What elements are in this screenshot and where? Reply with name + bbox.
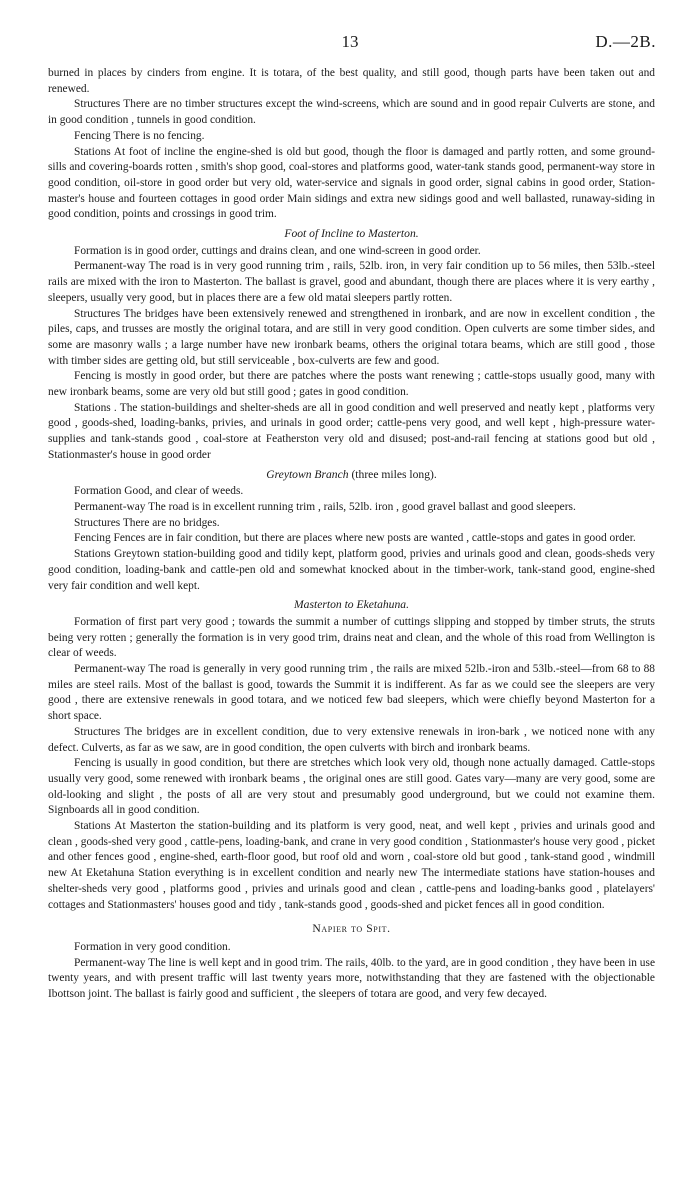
document-reference: D.—2B. bbox=[595, 32, 656, 51]
paragraph: Permanent-way The road is generally in very good running trim , the rails are mixed 52lb.-iron and 53lb.-steel—from 68 to 88 miles are steel rails. Most of the ballast is good, towards the Summit it is indifferent. As far as we could see the sleepers are very good , there are extensive renewals in good totara, and we noticed few bad sleepers, which were chiefly beyond Masterton for a short space. bbox=[48, 663, 655, 723]
section-heading: Napier to Spit. bbox=[312, 922, 391, 936]
section-incline bbox=[48, 66, 655, 223]
paragraph: Permanent-way The line is well kept and in good trim. The rails, 40lb. to the yard, are in good condition , they have been in use twenty years, and with present traffic will last twenty years more, notwithstanding that they are fastened with the objectionable Ibottson joint. The ballast is fairly good and sufficient , the sleepers of totara are good, and very few decayed. bbox=[48, 956, 655, 1001]
paragraph: Structures There are no timber structures except the wind-screens, which are sound and in good repair Culverts are stone, and in good condition , tunnels in good condition. bbox=[48, 98, 655, 127]
paragraph: Fencing Fences are in fair condition, but there are places where new posts are wanted , cattle-stops and gates in good order. bbox=[74, 532, 636, 545]
paragraph: Fencing There is no fencing. bbox=[74, 129, 205, 142]
section-heading-title: Greytown Branch bbox=[266, 467, 349, 481]
paragraph: Structures There are no bridges. bbox=[74, 516, 220, 529]
section-foot-of-incline-to-masterton bbox=[48, 226, 655, 464]
paragraph: Structures The bridges are in excellent condition, due to very extensive renewals in iron-bark , we noticed none with any defect. Culverts, as far as we saw, are in good condition, the open culverts with birch and ironbark beams. bbox=[48, 725, 655, 754]
section-heading bbox=[48, 467, 655, 483]
page-number: 13 bbox=[341, 32, 359, 51]
paragraph: burned in places by cinders from engine. It is totara, of the best quality, and still good, though parts have been taken out and renewed. bbox=[48, 67, 655, 95]
paragraph: Formation Good, and clear of weeds. bbox=[74, 485, 244, 498]
paragraph: Formation in very good condition. bbox=[74, 940, 231, 953]
paragraph: Permanent-way The road is in excellent running trim , rails, 52lb. iron , good gravel ballast and good sleepers. bbox=[74, 500, 576, 513]
section-napier-to-spit bbox=[48, 921, 655, 1003]
paragraph: Formation of first part very good ; towards the summit a number of cuttings slipping and stopped by timber struts, the struts being very rotten ; generally the formation is in very good trim, drains neat and clean, and the whole of this road from Wellington is clear of weeds. bbox=[48, 615, 655, 660]
paragraph: Permanent-way The road is in very good running trim , rails, 52lb. iron, in very fair condition up to 56 miles, then 53lb.-steel rails are mixed with the iron to Masterton. The ballast is gravel, good and abundant, though there are places where it is very earthy , sleepers, usually very good, but in places there are a few old matai sleepers partly rotten. bbox=[48, 260, 655, 304]
section-heading-suffix: (three miles long). bbox=[348, 467, 437, 481]
section-heading: Masterton to Eketahuna. bbox=[294, 598, 409, 612]
paragraph: Stations At Masterton the station-building and its platform is very good, neat, and well kept , privies and urinals good and clean , goods-shed very good , cattle-pens, loading-bank, and crane in very good condition , Stationmaster's house very good , picket and other fences good , engine-shed, earth-floor good, but roof old and worn , coal-store old but good , tank-stand good , windmill new At Eketahuna Station everything is in excellent condition and nearly new The intermediate stations have station-houses and shelter-sheds very good , platforms good , privies and urinals good and clean , cattle-pens and loading-banks good , platelayers' cottages and Stationmasters' houses good and tidy , tank-stands good , goods-shed and picket fences all in good condition. bbox=[48, 820, 655, 911]
paragraph: Formation is in good order, cuttings and drains clean, and one wind-screen in good order. bbox=[74, 244, 481, 257]
paragraph: Stations At foot of incline the engine-shed is old but good, though the floor is damaged and partly rotten, and some ground-sills and covering-boards rotten , smith's shop good, coal-stores and platforms good, water-tank stands good, permanent-way store in good condition, oil-store in good order but very old, water-service and signals in good order, signal cabins in good order, Station-master's house and fourteen cottages in good order Main sidings and extra new sidings good and well ballasted, runaway-siding in good condition, points and crossings in good trim. bbox=[48, 145, 655, 221]
paragraph: Stations Greytown station-building good and tidily kept, platform good, privies and urinals good and clean, goods-sheds very good condition, loading-bank and cattle-pen old and somewhat knocked about in the timber-work, tank-stand good, engine-shed very fair condition and well kept. bbox=[48, 548, 655, 592]
paragraph: Fencing is mostly in good order, but there are patches where the posts want renewing ; cattle-stops usually good, many with new ironbark beams, some are very old but still good ; gates in good condition. bbox=[48, 370, 655, 399]
paragraph: Fencing is usually in good condition, but there are stretches which look very old, though none actually damaged. Cattle-stops usually very good, some renewed with ironbark beams , the original ones are still good. Gates vary—many are very good, some are old-looking and slight , the posts of all are very stout and presumably good underground, but we could not examine them. Signboards all in good condition. bbox=[48, 757, 655, 817]
document-body bbox=[48, 66, 655, 1003]
section-masterton-to-eketahuna bbox=[48, 597, 655, 913]
paragraph: Stations . The station-buildings and shelter-sheds are all in good condition and well preserved and neatly kept , platforms very good , goods-shed, loading-banks, privies, and urinals in good order; cattle-pens very good, and well kept , high-pressure water-supplies and tank-stands good , coal-store at Featherston very old and disused; post-and-rail fencing at stations good but old , Stationmaster's house in good order bbox=[48, 401, 655, 461]
section-greytown-branch bbox=[48, 467, 655, 595]
paragraph: Structures The bridges have been extensively renewed and strengthened in ironbark, and are now in excellent condition , the piles, caps, and trusses are mostly the original totara, and are still in very good condition. Open culverts are some timber sides, and some are masonry walls ; a large number have new ironbark beams, others the original totara beams, which are still good , those with timber sides are getting old, but still serviceable , box-culverts are few and good. bbox=[48, 307, 655, 367]
section-heading: Foot of Incline to Masterton. bbox=[284, 227, 419, 241]
